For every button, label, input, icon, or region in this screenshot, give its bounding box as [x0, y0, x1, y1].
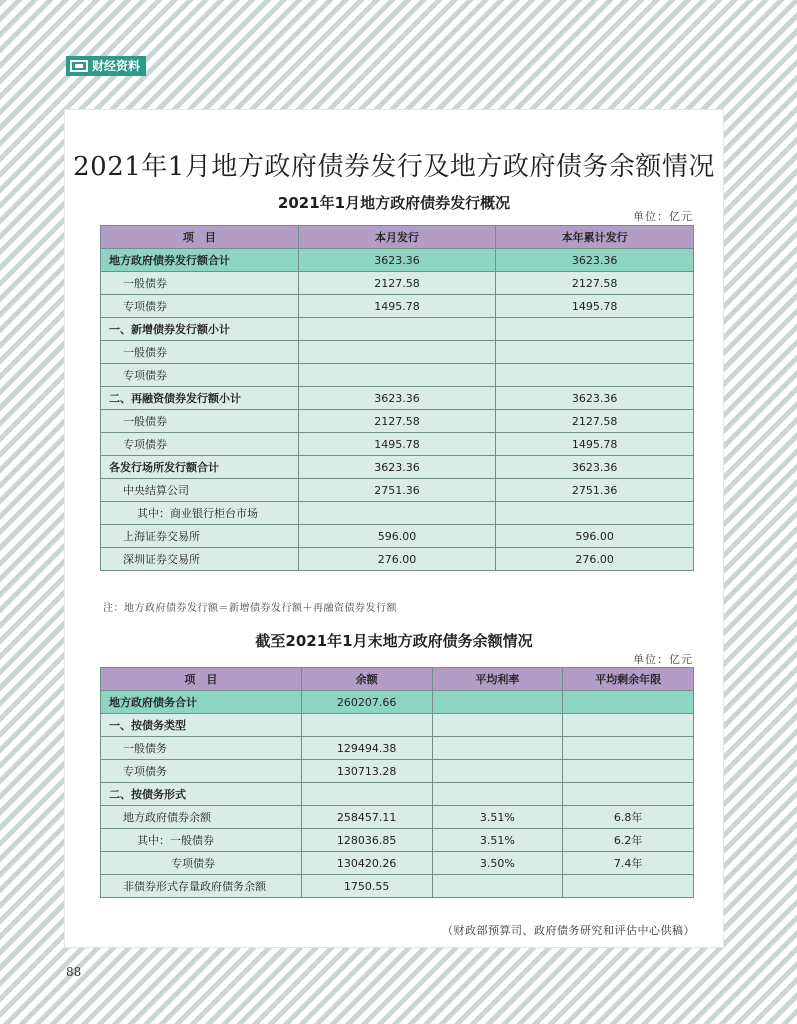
cell-value [432, 737, 563, 760]
cell-value [301, 714, 432, 737]
cell-value: 276.00 [496, 548, 694, 571]
table-row [101, 341, 694, 364]
table-row [101, 433, 694, 456]
row-label: 地方政府债务合计 [101, 691, 302, 714]
section-tag [66, 56, 146, 76]
cell-value: 6.8年 [563, 806, 694, 829]
table-row [101, 479, 694, 502]
row-label: 其中：一般债券 [101, 829, 302, 852]
table-header-row [101, 226, 694, 249]
cell-value [298, 502, 496, 525]
cell-value [298, 318, 496, 341]
cell-value: 3623.36 [496, 387, 694, 410]
cell-value [496, 502, 694, 525]
cell-value: 2751.36 [496, 479, 694, 502]
row-label: 一般债券 [101, 410, 299, 433]
logo-icon [70, 60, 88, 72]
cell-value: 2127.58 [298, 410, 496, 433]
cell-value [563, 760, 694, 783]
column-header: 余额 [301, 668, 432, 691]
cell-value [563, 875, 694, 898]
table-row [101, 456, 694, 479]
cell-value: 7.4年 [563, 852, 694, 875]
cell-value [432, 783, 563, 806]
row-label: 非债券形式存量政府债务余额 [101, 875, 302, 898]
cell-value [432, 875, 563, 898]
table-row [101, 737, 694, 760]
column-header: 项 目 [101, 668, 302, 691]
section-tag-label: 财经资料 [92, 59, 141, 73]
content-panel [65, 110, 723, 947]
row-label: 一般债券 [101, 272, 299, 295]
table-row [101, 525, 694, 548]
row-label: 地方政府债券发行额合计 [101, 249, 299, 272]
column-header: 本月发行 [298, 226, 496, 249]
table-row [101, 502, 694, 525]
table-header-row [101, 668, 694, 691]
cell-value: 1750.55 [301, 875, 432, 898]
cell-value: 128036.85 [301, 829, 432, 852]
cell-value [298, 341, 496, 364]
source-credit: （财政部预算司、政府债务研究和评估中心供稿） [442, 924, 695, 937]
row-label: 一般债券 [101, 341, 299, 364]
row-label: 专项债券 [101, 364, 299, 387]
table-row [101, 691, 694, 714]
cell-value [301, 783, 432, 806]
issuance-table [100, 225, 694, 571]
cell-value: 2127.58 [496, 410, 694, 433]
cell-value: 3.51% [432, 806, 563, 829]
row-label: 一、新增债券发行额小计 [101, 318, 299, 341]
row-label: 二、再融资债券发行额小计 [101, 387, 299, 410]
cell-value: 2127.58 [298, 272, 496, 295]
table-row [101, 410, 694, 433]
page-title: 2021年1月地方政府债券发行及地方政府债务余额情况 [73, 152, 715, 182]
row-label: 各发行场所发行额合计 [101, 456, 299, 479]
table2-unit: 单位：亿元 [633, 653, 693, 666]
table-row [101, 548, 694, 571]
debt-balance-table [100, 667, 694, 898]
cell-value: 3623.36 [298, 249, 496, 272]
cell-value: 130713.28 [301, 760, 432, 783]
table-row [101, 318, 694, 341]
cell-value [432, 714, 563, 737]
cell-value: 130420.26 [301, 852, 432, 875]
table-row [101, 295, 694, 318]
cell-value: 258457.11 [301, 806, 432, 829]
column-header: 平均剩余年限 [563, 668, 694, 691]
table-row [101, 829, 694, 852]
cell-value [563, 737, 694, 760]
cell-value: 3623.36 [496, 456, 694, 479]
row-label: 中央结算公司 [101, 479, 299, 502]
cell-value: 276.00 [298, 548, 496, 571]
row-label: 深圳证券交易所 [101, 548, 299, 571]
table-row [101, 364, 694, 387]
cell-value [496, 341, 694, 364]
cell-value: 1495.78 [496, 295, 694, 318]
cell-value: 596.00 [496, 525, 694, 548]
table-row [101, 783, 694, 806]
column-header: 本年累计发行 [496, 226, 694, 249]
table1-title: 2021年1月地方政府债券发行概况 [277, 194, 511, 212]
row-label: 其中：商业银行柜台市场 [101, 502, 299, 525]
cell-value: 1495.78 [298, 295, 496, 318]
cell-value: 129494.38 [301, 737, 432, 760]
cell-value: 3623.36 [298, 456, 496, 479]
table-row [101, 249, 694, 272]
row-label: 专项债券 [101, 433, 299, 456]
cell-value: 6.2年 [563, 829, 694, 852]
table-row [101, 852, 694, 875]
table-row [101, 714, 694, 737]
row-label: 上海证券交易所 [101, 525, 299, 548]
page-number: 88 [66, 965, 82, 979]
row-label: 一、按债务类型 [101, 714, 302, 737]
cell-value: 2127.58 [496, 272, 694, 295]
table-row [101, 760, 694, 783]
cell-value: 260207.66 [301, 691, 432, 714]
cell-value: 2751.36 [298, 479, 496, 502]
cell-value: 3623.36 [496, 249, 694, 272]
cell-value [563, 691, 694, 714]
table1-unit: 单位：亿元 [633, 210, 693, 223]
cell-value [298, 364, 496, 387]
row-label: 地方政府债券余额 [101, 806, 302, 829]
cell-value [563, 714, 694, 737]
cell-value: 596.00 [298, 525, 496, 548]
row-label: 二、按债务形式 [101, 783, 302, 806]
table1-note: 注：地方政府债券发行额＝新增债券发行额＋再融资债券发行额 [103, 603, 397, 614]
cell-value: 3623.36 [298, 387, 496, 410]
column-header: 项 目 [101, 226, 299, 249]
cell-value: 3.50% [432, 852, 563, 875]
cell-value [563, 783, 694, 806]
row-label: 专项债券 [101, 295, 299, 318]
cell-value [496, 364, 694, 387]
row-label: 专项债务 [101, 760, 302, 783]
table-row [101, 806, 694, 829]
table-row [101, 272, 694, 295]
cell-value: 3.51% [432, 829, 563, 852]
cell-value [432, 760, 563, 783]
cell-value [496, 318, 694, 341]
cell-value: 1495.78 [496, 433, 694, 456]
column-header: 平均利率 [432, 668, 563, 691]
cell-value: 1495.78 [298, 433, 496, 456]
table-row [101, 387, 694, 410]
row-label: 专项债券 [101, 852, 302, 875]
table-row [101, 875, 694, 898]
cell-value [432, 691, 563, 714]
table2-title: 截至2021年1月末地方政府债务余额情况 [255, 632, 533, 650]
row-label: 一般债务 [101, 737, 302, 760]
